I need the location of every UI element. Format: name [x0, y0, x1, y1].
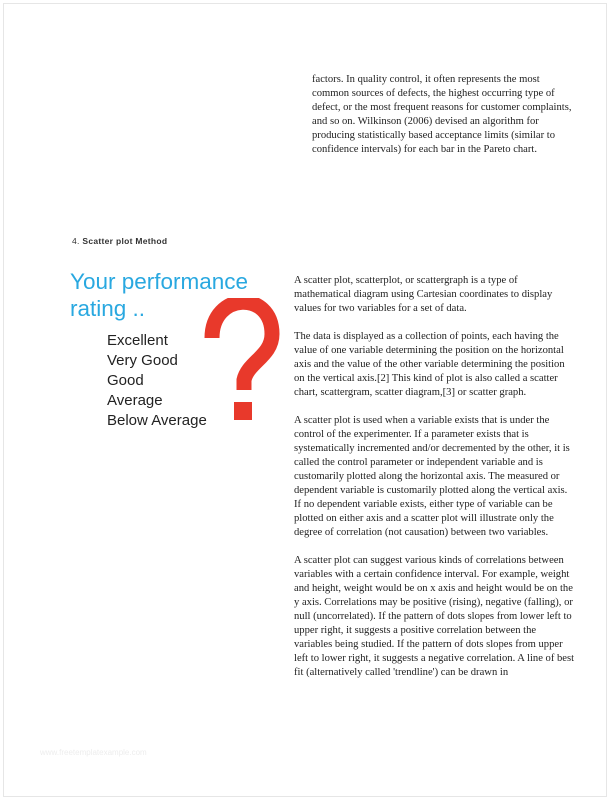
figure-title-line-1: Your performance: [70, 269, 249, 294]
rating-option: Below Average: [107, 412, 207, 429]
rating-option: Very Good: [107, 352, 178, 369]
rating-option: Good: [107, 372, 144, 389]
watermark: www.freetemplatexample.com: [40, 748, 147, 757]
rating-option: Average: [107, 392, 163, 409]
question-mark-dot: [234, 402, 252, 420]
figure-title-line-2: rating ..: [70, 296, 146, 321]
paragraph-definition: A scatter plot, scatterplot, or scattergraph is a type of mathematical diagram using Cartesian coordinates to display values for two variables for a set of data.: [294, 275, 553, 314]
top-paragraph: factors. In quality control, it often represents the most common sources of defects, the highest occurring type of defect, or the most frequent reasons for customer complaints, and so on. Wilkinson (2006) devised an algorithm for producing statistically based acceptance limits (similar to confidence intervals) for each bar in the Pareto chart.: [312, 74, 572, 155]
question-mark-icon: [200, 298, 280, 428]
question-mark-hook: [212, 302, 272, 390]
paragraph-usage: A scatter plot is used when a variable exists that is under the control of the experimenter. If a parameter exists that is systematically incremented and/or decremented by the other, it is called the control parameter or independent variable and is customarily plotted along the horizontal axis. The measured or dependent variable is customarily plotted along the vertical axis. If no dependent variable exists, either type of variable can be plotted on either axis and a scatter plot will illustrate only the degree of correlation (not causation) between two variables.: [294, 415, 570, 538]
section-number: 4.: [72, 236, 80, 246]
rating-options-list: [107, 331, 207, 431]
section-title: Scatter plot Method: [82, 236, 168, 246]
performance-rating-figure: [70, 268, 282, 438]
paragraph-data-display: The data is displayed as a collection of points, each having the value of one variable determining the position on the horizontal axis and the value of the other variable determining the position on the vertical axis.[2] This kind of plot is also called a scatter chart, scattergram, scatter diagram,[3] or scatter graph.: [294, 331, 565, 398]
paragraph-correlations: A scatter plot can suggest various kinds of correlations between variables with a certain confidence interval. For example, weight and height, weight would be on x axis and height would be on the y axis. Correlations may be positive (rising), negative (falling), or null (uncorrelated). If the pattern of dots slopes from lower left to upper right, it suggests a positive correlation between the variables being studied. If the pattern of dots slopes from upper left to lower right, it suggests a negative correlation. A line of best fit (alternatively called 'trendline') can be drawn in: [294, 555, 575, 678]
section-heading: [72, 236, 167, 246]
rating-option: Excellent: [107, 332, 168, 349]
main-text-column: [294, 274, 576, 694]
